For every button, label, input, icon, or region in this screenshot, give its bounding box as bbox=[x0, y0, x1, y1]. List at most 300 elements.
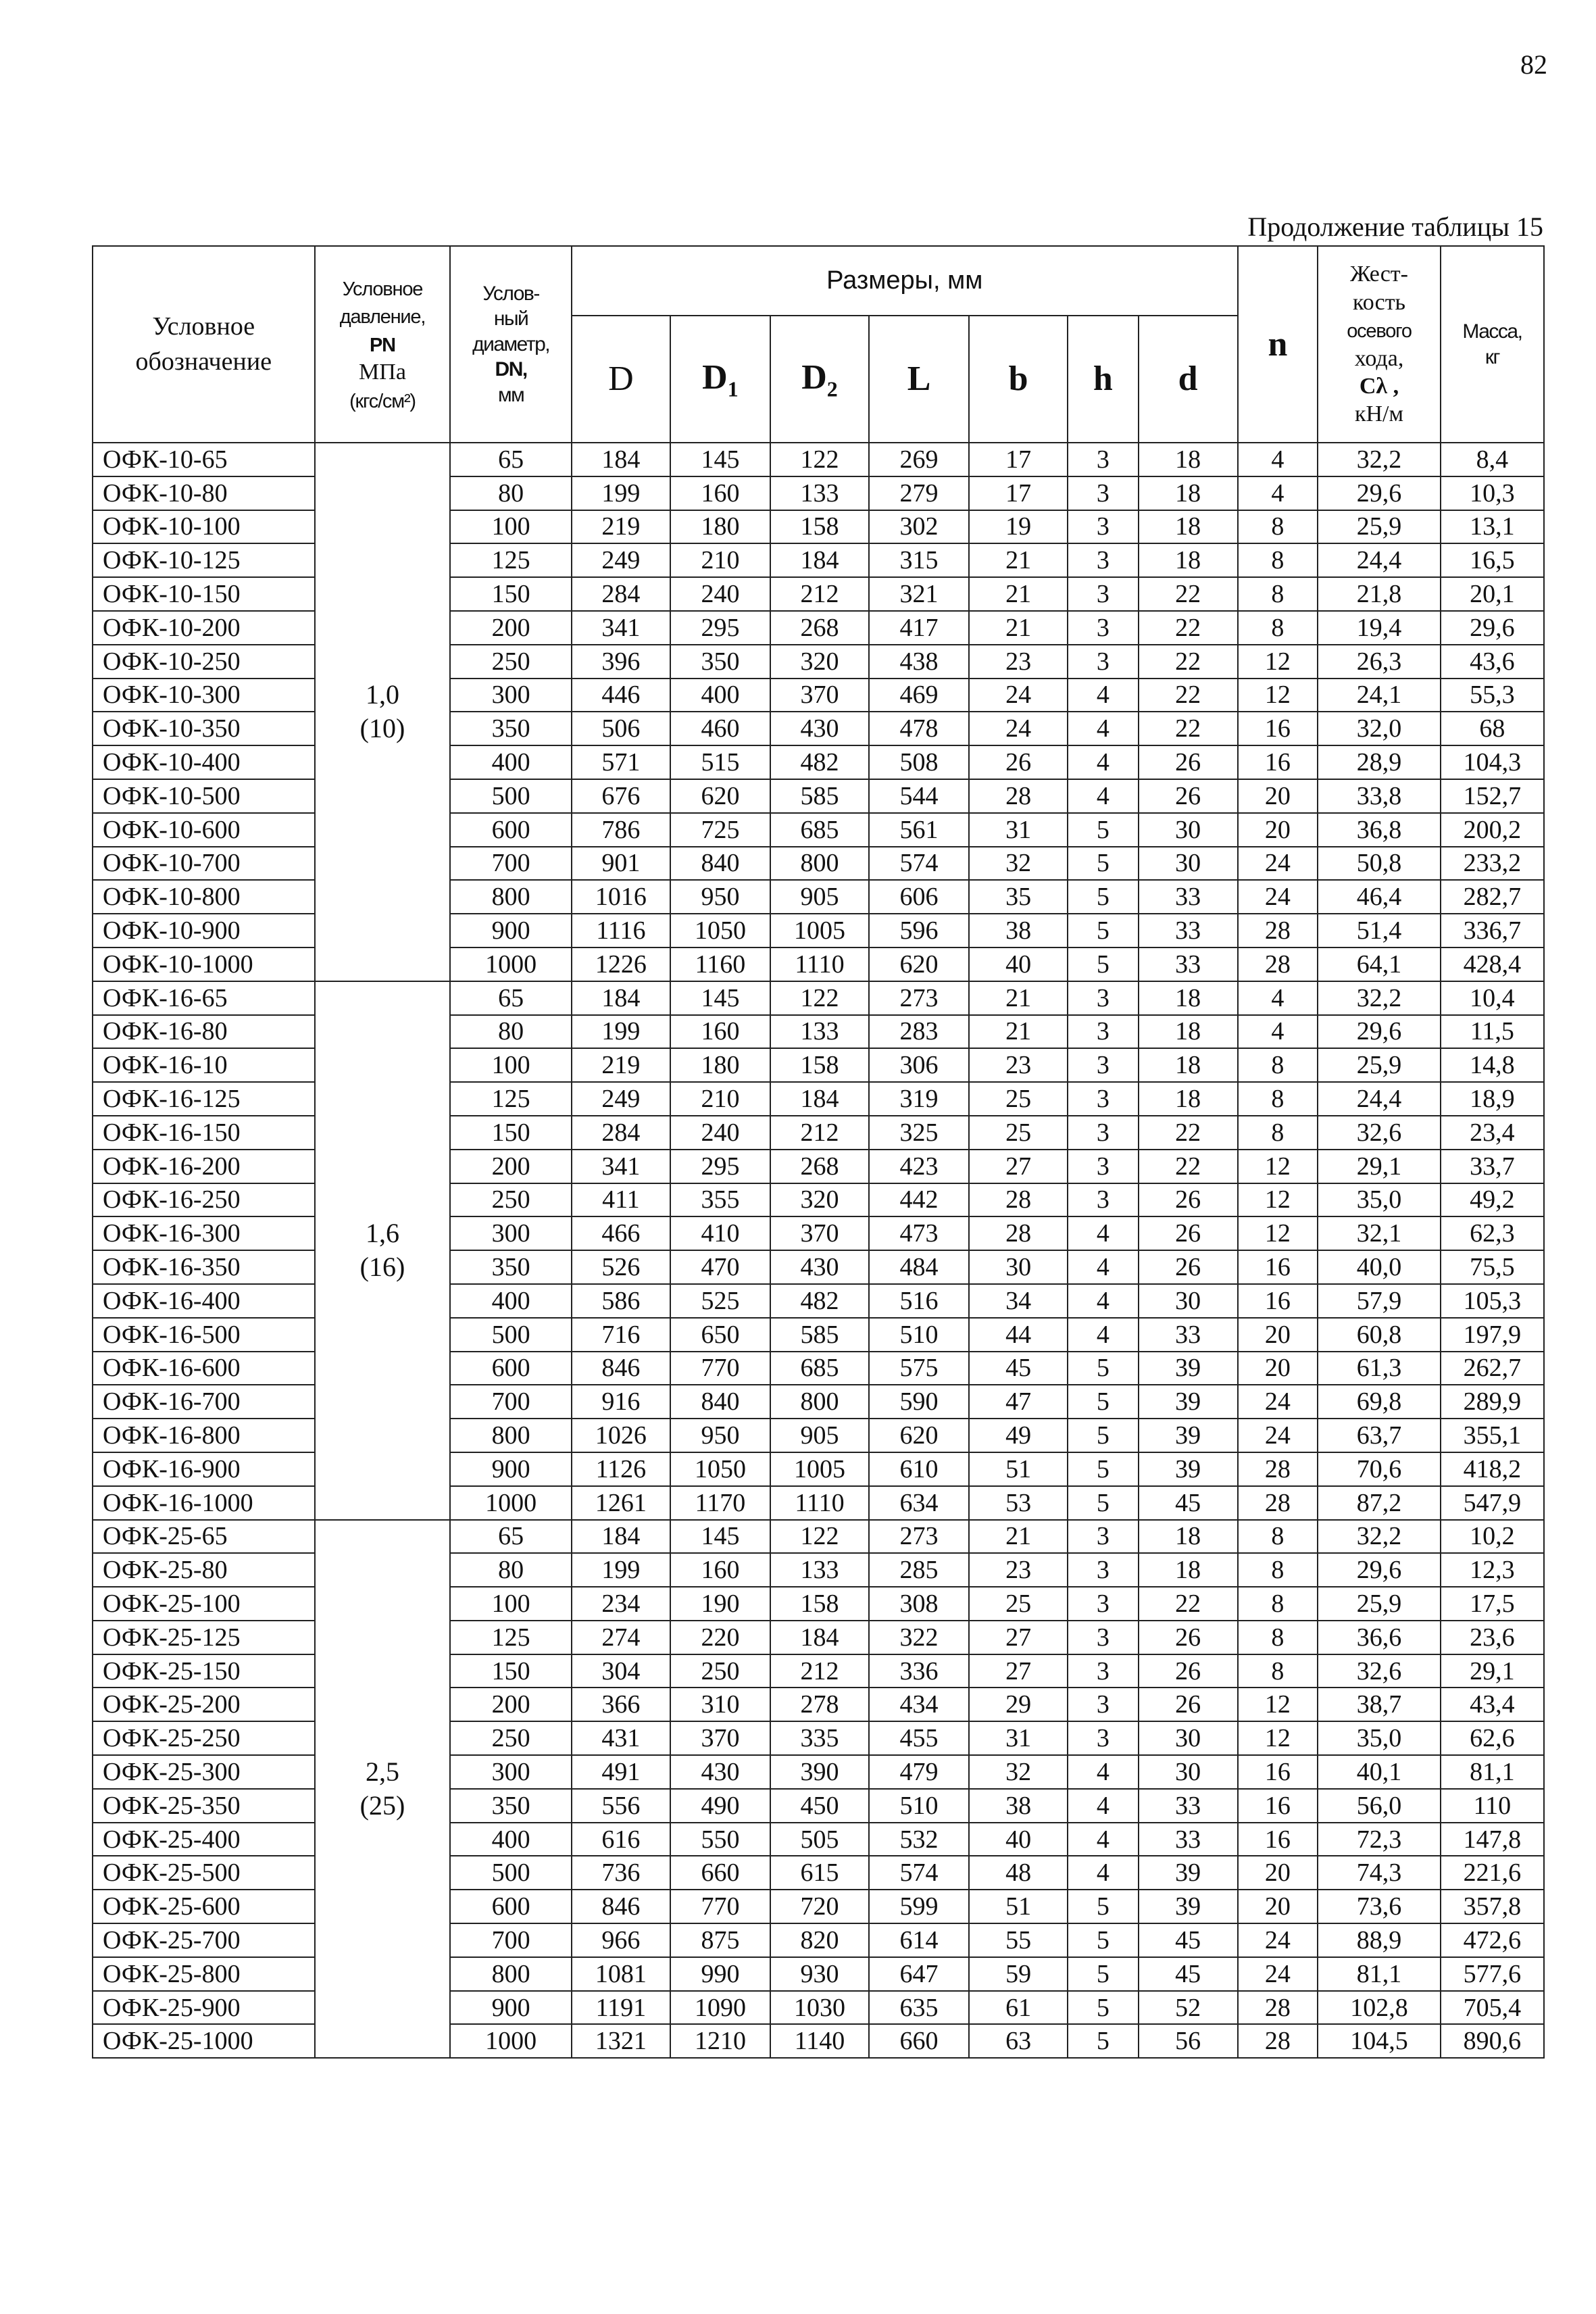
value-cell: 5 bbox=[1068, 1923, 1138, 1957]
value-cell: 400 bbox=[670, 679, 770, 712]
value-cell: 685 bbox=[770, 813, 869, 847]
value-cell: 26 bbox=[1139, 1654, 1238, 1688]
value-cell: 150 bbox=[450, 577, 572, 611]
value-cell: 357,8 bbox=[1441, 1890, 1544, 1923]
value-cell: 370 bbox=[770, 679, 869, 712]
value-cell: 478 bbox=[869, 712, 969, 745]
value-cell: 455 bbox=[869, 1721, 969, 1755]
designation-cell: ОФК-10-700 bbox=[93, 847, 315, 881]
value-cell: 4 bbox=[1238, 476, 1318, 510]
value-cell: 1110 bbox=[770, 1486, 869, 1520]
value-cell: 184 bbox=[572, 443, 670, 476]
value-cell: 122 bbox=[770, 981, 869, 1015]
designation-cell: ОФК-16-10 bbox=[93, 1048, 315, 1082]
value-cell: 29,6 bbox=[1318, 476, 1441, 510]
value-cell: 147,8 bbox=[1441, 1823, 1544, 1856]
value-cell: 355,1 bbox=[1441, 1419, 1544, 1452]
value-cell: 3 bbox=[1068, 1183, 1138, 1217]
value-cell: 350 bbox=[450, 1789, 572, 1823]
value-cell: 212 bbox=[770, 577, 869, 611]
value-cell: 4 bbox=[1238, 1015, 1318, 1049]
value-cell: 736 bbox=[572, 1856, 670, 1890]
page-number: 82 bbox=[1520, 49, 1547, 80]
value-cell: 1050 bbox=[670, 1452, 770, 1486]
value-cell: 596 bbox=[869, 914, 969, 947]
value-cell: 62,3 bbox=[1441, 1216, 1544, 1250]
value-cell: 450 bbox=[770, 1789, 869, 1823]
value-cell: 295 bbox=[670, 1150, 770, 1183]
header-D: D bbox=[572, 316, 670, 443]
value-cell: 725 bbox=[670, 813, 770, 847]
value-cell: 3 bbox=[1068, 1520, 1138, 1554]
value-cell: 21 bbox=[969, 577, 1068, 611]
designation-cell: ОФК-10-80 bbox=[93, 476, 315, 510]
value-cell: 33 bbox=[1139, 914, 1238, 947]
value-cell: 40 bbox=[969, 947, 1068, 981]
table-row bbox=[93, 1621, 1544, 1654]
value-cell: 160 bbox=[670, 1553, 770, 1587]
value-cell: 820 bbox=[770, 1923, 869, 1957]
value-cell: 49 bbox=[969, 1419, 1068, 1452]
value-cell: 306 bbox=[869, 1048, 969, 1082]
value-cell: 44 bbox=[969, 1318, 1068, 1352]
value-cell: 199 bbox=[572, 1553, 670, 1587]
value-cell: 599 bbox=[869, 1890, 969, 1923]
value-cell: 8 bbox=[1238, 1048, 1318, 1082]
value-cell: 39 bbox=[1139, 1856, 1238, 1890]
value-cell: 39 bbox=[1139, 1890, 1238, 1923]
value-cell: 104,5 bbox=[1318, 2024, 1441, 2058]
value-cell: 676 bbox=[572, 779, 670, 813]
value-cell: 28 bbox=[1238, 2024, 1318, 2058]
value-cell: 104,3 bbox=[1441, 745, 1544, 779]
value-cell: 905 bbox=[770, 880, 869, 914]
value-cell: 800 bbox=[450, 1957, 572, 1991]
value-cell: 5 bbox=[1068, 1452, 1138, 1486]
value-cell: 1160 bbox=[670, 947, 770, 981]
value-cell: 370 bbox=[670, 1721, 770, 1755]
designation-cell: ОФК-16-900 bbox=[93, 1452, 315, 1486]
value-cell: 5 bbox=[1068, 914, 1138, 947]
value-cell: 23 bbox=[969, 645, 1068, 679]
table-row bbox=[93, 1048, 1544, 1082]
value-cell: 614 bbox=[869, 1923, 969, 1957]
value-cell: 3 bbox=[1068, 577, 1138, 611]
value-cell: 36,6 bbox=[1318, 1621, 1441, 1654]
value-cell: 8 bbox=[1238, 1587, 1318, 1621]
value-cell: 547,9 bbox=[1441, 1486, 1544, 1520]
value-cell: 350 bbox=[450, 1250, 572, 1284]
value-cell: 40,1 bbox=[1318, 1755, 1441, 1789]
table-row bbox=[93, 981, 1544, 1015]
value-cell: 23,6 bbox=[1441, 1621, 1544, 1654]
value-cell: 289,9 bbox=[1441, 1385, 1544, 1419]
value-cell: 20 bbox=[1238, 1890, 1318, 1923]
value-cell: 18 bbox=[1139, 443, 1238, 476]
value-cell: 8 bbox=[1238, 1553, 1318, 1587]
table-row bbox=[93, 847, 1544, 881]
header-n: n bbox=[1238, 246, 1318, 443]
value-cell: 26 bbox=[969, 745, 1068, 779]
value-cell: 24 bbox=[969, 712, 1068, 745]
value-cell: 5 bbox=[1068, 1486, 1138, 1520]
value-cell: 24 bbox=[969, 679, 1068, 712]
value-cell: 282,7 bbox=[1441, 880, 1544, 914]
value-cell: 1116 bbox=[572, 914, 670, 947]
value-cell: 1170 bbox=[670, 1486, 770, 1520]
value-cell: 20 bbox=[1238, 813, 1318, 847]
value-cell: 240 bbox=[670, 577, 770, 611]
value-cell: 24 bbox=[1238, 1385, 1318, 1419]
value-cell: 74,3 bbox=[1318, 1856, 1441, 1890]
value-cell: 430 bbox=[770, 712, 869, 745]
table-row bbox=[93, 1352, 1544, 1385]
value-cell: 38 bbox=[969, 914, 1068, 947]
table-row bbox=[93, 645, 1544, 679]
value-cell: 700 bbox=[450, 1385, 572, 1419]
value-cell: 5 bbox=[1068, 1385, 1138, 1419]
value-cell: 466 bbox=[572, 1216, 670, 1250]
value-cell: 1000 bbox=[450, 1486, 572, 1520]
value-cell: 87,2 bbox=[1318, 1486, 1441, 1520]
value-cell: 32,0 bbox=[1318, 712, 1441, 745]
value-cell: 158 bbox=[770, 1048, 869, 1082]
value-cell: 5 bbox=[1068, 1352, 1138, 1385]
value-cell: 875 bbox=[670, 1923, 770, 1957]
value-cell: 24,4 bbox=[1318, 543, 1441, 577]
value-cell: 212 bbox=[770, 1116, 869, 1150]
value-cell: 575 bbox=[869, 1352, 969, 1385]
designation-cell: ОФК-10-150 bbox=[93, 577, 315, 611]
value-cell: 16,5 bbox=[1441, 543, 1544, 577]
value-cell: 606 bbox=[869, 880, 969, 914]
value-cell: 32,6 bbox=[1318, 1654, 1441, 1688]
value-cell: 438 bbox=[869, 645, 969, 679]
value-cell: 80 bbox=[450, 1015, 572, 1049]
value-cell: 22 bbox=[1139, 611, 1238, 645]
value-cell: 3 bbox=[1068, 1116, 1138, 1150]
table-row bbox=[93, 1789, 1544, 1823]
value-cell: 60,8 bbox=[1318, 1318, 1441, 1352]
table-row bbox=[93, 443, 1544, 476]
value-cell: 17 bbox=[969, 443, 1068, 476]
value-cell: 26 bbox=[1139, 779, 1238, 813]
value-cell: 24 bbox=[1238, 1957, 1318, 1991]
value-cell: 615 bbox=[770, 1856, 869, 1890]
value-cell: 10,2 bbox=[1441, 1520, 1544, 1554]
value-cell: 31 bbox=[969, 813, 1068, 847]
value-cell: 16 bbox=[1238, 745, 1318, 779]
value-cell: 22 bbox=[1139, 1150, 1238, 1183]
table-row bbox=[93, 1318, 1544, 1352]
value-cell: 500 bbox=[450, 1318, 572, 1352]
designation-cell: ОФК-10-125 bbox=[93, 543, 315, 577]
value-cell: 950 bbox=[670, 1419, 770, 1452]
designation-cell: ОФК-25-250 bbox=[93, 1721, 315, 1755]
value-cell: 8 bbox=[1238, 611, 1318, 645]
value-cell: 56,0 bbox=[1318, 1789, 1441, 1823]
value-cell: 145 bbox=[670, 1520, 770, 1554]
value-cell: 8 bbox=[1238, 1621, 1318, 1654]
value-cell: 28 bbox=[1238, 914, 1318, 947]
value-cell: 56 bbox=[1139, 2024, 1238, 2058]
value-cell: 341 bbox=[572, 1150, 670, 1183]
value-cell: 25 bbox=[969, 1116, 1068, 1150]
value-cell: 428,4 bbox=[1441, 947, 1544, 981]
value-cell: 70,6 bbox=[1318, 1452, 1441, 1486]
value-cell: 210 bbox=[670, 543, 770, 577]
designation-cell: ОФК-25-350 bbox=[93, 1789, 315, 1823]
value-cell: 3 bbox=[1068, 1654, 1138, 1688]
value-cell: 12 bbox=[1238, 679, 1318, 712]
value-cell: 19 bbox=[969, 510, 1068, 544]
value-cell: 18 bbox=[1139, 1520, 1238, 1554]
value-cell: 219 bbox=[572, 510, 670, 544]
value-cell: 35,0 bbox=[1318, 1721, 1441, 1755]
value-cell: 8 bbox=[1238, 1116, 1318, 1150]
value-cell: 4 bbox=[1238, 443, 1318, 476]
designation-cell: ОФК-10-800 bbox=[93, 880, 315, 914]
value-cell: 482 bbox=[770, 1284, 869, 1318]
value-cell: 840 bbox=[670, 847, 770, 881]
value-cell: 43,6 bbox=[1441, 645, 1544, 679]
table-row bbox=[93, 745, 1544, 779]
value-cell: 930 bbox=[770, 1957, 869, 1991]
table-row bbox=[93, 1553, 1544, 1587]
value-cell: 221,6 bbox=[1441, 1856, 1544, 1890]
header-h: h bbox=[1068, 316, 1138, 443]
table-row bbox=[93, 510, 1544, 544]
value-cell: 470 bbox=[670, 1250, 770, 1284]
value-cell: 5 bbox=[1068, 880, 1138, 914]
value-cell: 300 bbox=[450, 1216, 572, 1250]
value-cell: 12 bbox=[1238, 1688, 1318, 1721]
value-cell: 3 bbox=[1068, 510, 1138, 544]
value-cell: 200 bbox=[450, 611, 572, 645]
value-cell: 12 bbox=[1238, 1216, 1318, 1250]
value-cell: 396 bbox=[572, 645, 670, 679]
value-cell: 21 bbox=[969, 1015, 1068, 1049]
value-cell: 14,8 bbox=[1441, 1048, 1544, 1082]
table-body bbox=[93, 443, 1544, 2058]
value-cell: 556 bbox=[572, 1789, 670, 1823]
designation-cell: ОФК-16-400 bbox=[93, 1284, 315, 1318]
designation-cell: ОФК-16-500 bbox=[93, 1318, 315, 1352]
value-cell: 3 bbox=[1068, 1688, 1138, 1721]
designation-cell: ОФК-16-350 bbox=[93, 1250, 315, 1284]
table-row bbox=[93, 1216, 1544, 1250]
header-stiffness: Жест- кость осевого хода, Cλ , кН/м bbox=[1318, 246, 1441, 443]
table-row bbox=[93, 947, 1544, 981]
table-row bbox=[93, 1654, 1544, 1688]
value-cell: 22 bbox=[1139, 1116, 1238, 1150]
value-cell: 900 bbox=[450, 1991, 572, 2025]
value-cell: 38 bbox=[969, 1789, 1068, 1823]
value-cell: 5 bbox=[1068, 947, 1138, 981]
value-cell: 33 bbox=[1139, 880, 1238, 914]
value-cell: 13,1 bbox=[1441, 510, 1544, 544]
value-cell: 417 bbox=[869, 611, 969, 645]
value-cell: 8 bbox=[1238, 1082, 1318, 1116]
table-row bbox=[93, 1923, 1544, 1957]
value-cell: 158 bbox=[770, 510, 869, 544]
value-cell: 22 bbox=[1139, 712, 1238, 745]
value-cell: 400 bbox=[450, 745, 572, 779]
value-cell: 51,4 bbox=[1318, 914, 1441, 947]
value-cell: 24 bbox=[1238, 847, 1318, 881]
designation-cell: ОФК-16-600 bbox=[93, 1352, 315, 1385]
designation-cell: ОФК-25-125 bbox=[93, 1621, 315, 1654]
table-row bbox=[93, 476, 1544, 510]
value-cell: 350 bbox=[670, 645, 770, 679]
value-cell: 506 bbox=[572, 712, 670, 745]
value-cell: 900 bbox=[450, 1452, 572, 1486]
value-cell: 33 bbox=[1139, 1789, 1238, 1823]
value-cell: 133 bbox=[770, 1553, 869, 1587]
value-cell: 24 bbox=[1238, 1923, 1318, 1957]
designation-cell: ОФК-16-125 bbox=[93, 1082, 315, 1116]
designation-cell: ОФК-25-65 bbox=[93, 1520, 315, 1554]
table-row bbox=[93, 1015, 1544, 1049]
value-cell: 32,2 bbox=[1318, 443, 1441, 476]
value-cell: 199 bbox=[572, 1015, 670, 1049]
value-cell: 28 bbox=[1238, 1486, 1318, 1520]
value-cell: 55,3 bbox=[1441, 679, 1544, 712]
value-cell: 273 bbox=[869, 981, 969, 1015]
value-cell: 262,7 bbox=[1441, 1352, 1544, 1385]
table-row bbox=[93, 1385, 1544, 1419]
value-cell: 55 bbox=[969, 1923, 1068, 1957]
value-cell: 16 bbox=[1238, 1755, 1318, 1789]
value-cell: 100 bbox=[450, 1048, 572, 1082]
value-cell: 1090 bbox=[670, 1991, 770, 2025]
value-cell: 29,1 bbox=[1441, 1654, 1544, 1688]
value-cell: 20 bbox=[1238, 1856, 1318, 1890]
value-cell: 240 bbox=[670, 1116, 770, 1150]
value-cell: 3 bbox=[1068, 611, 1138, 645]
value-cell: 122 bbox=[770, 1520, 869, 1554]
value-cell: 574 bbox=[869, 847, 969, 881]
value-cell: 4 bbox=[1238, 981, 1318, 1015]
value-cell: 12 bbox=[1238, 1183, 1318, 1217]
value-cell: 532 bbox=[869, 1823, 969, 1856]
value-cell: 411 bbox=[572, 1183, 670, 1217]
value-cell: 846 bbox=[572, 1352, 670, 1385]
value-cell: 69,8 bbox=[1318, 1385, 1441, 1419]
value-cell: 61 bbox=[969, 1991, 1068, 2025]
designation-cell: ОФК-25-400 bbox=[93, 1823, 315, 1856]
value-cell: 4 bbox=[1068, 1250, 1138, 1284]
value-cell: 647 bbox=[869, 1957, 969, 1991]
value-cell: 269 bbox=[869, 443, 969, 476]
value-cell: 40,0 bbox=[1318, 1250, 1441, 1284]
value-cell: 620 bbox=[869, 1419, 969, 1452]
value-cell: 616 bbox=[572, 1823, 670, 1856]
value-cell: 8 bbox=[1238, 510, 1318, 544]
value-cell: 800 bbox=[450, 1419, 572, 1452]
value-cell: 20 bbox=[1238, 1318, 1318, 1352]
value-cell: 490 bbox=[670, 1789, 770, 1823]
designation-cell: ОФК-25-500 bbox=[93, 1856, 315, 1890]
value-cell: 29 bbox=[969, 1688, 1068, 1721]
value-cell: 3 bbox=[1068, 1048, 1138, 1082]
value-cell: 24,1 bbox=[1318, 679, 1441, 712]
value-cell: 577,6 bbox=[1441, 1957, 1544, 1991]
value-cell: 491 bbox=[572, 1755, 670, 1789]
value-cell: 800 bbox=[770, 847, 869, 881]
value-cell: 510 bbox=[869, 1789, 969, 1823]
value-cell: 508 bbox=[869, 745, 969, 779]
table-row bbox=[93, 1587, 1544, 1621]
value-cell: 21 bbox=[969, 543, 1068, 577]
value-cell: 460 bbox=[670, 712, 770, 745]
value-cell: 45 bbox=[1139, 1957, 1238, 1991]
value-cell: 152,7 bbox=[1441, 779, 1544, 813]
value-cell: 29,6 bbox=[1318, 1553, 1441, 1587]
value-cell: 88,9 bbox=[1318, 1923, 1441, 1957]
value-cell: 650 bbox=[670, 1318, 770, 1352]
value-cell: 33 bbox=[1139, 1318, 1238, 1352]
value-cell: 26 bbox=[1139, 1688, 1238, 1721]
value-cell: 43,4 bbox=[1441, 1688, 1544, 1721]
value-cell: 250 bbox=[450, 645, 572, 679]
table-row bbox=[93, 1183, 1544, 1217]
value-cell: 150 bbox=[450, 1116, 572, 1150]
value-cell: 180 bbox=[670, 1048, 770, 1082]
value-cell: 26 bbox=[1139, 745, 1238, 779]
value-cell: 516 bbox=[869, 1284, 969, 1318]
value-cell: 620 bbox=[869, 947, 969, 981]
value-cell: 46,4 bbox=[1318, 880, 1441, 914]
value-cell: 45 bbox=[1139, 1923, 1238, 1957]
table-row bbox=[93, 543, 1544, 577]
value-cell: 3 bbox=[1068, 645, 1138, 679]
value-cell: 233,2 bbox=[1441, 847, 1544, 881]
value-cell: 26,3 bbox=[1318, 645, 1441, 679]
table-row bbox=[93, 679, 1544, 712]
value-cell: 105,3 bbox=[1441, 1284, 1544, 1318]
table-row bbox=[93, 712, 1544, 745]
value-cell: 100 bbox=[450, 510, 572, 544]
value-cell: 160 bbox=[670, 476, 770, 510]
table-row bbox=[93, 1150, 1544, 1183]
header-designation: Условное обозначение bbox=[93, 246, 315, 443]
value-cell: 423 bbox=[869, 1150, 969, 1183]
value-cell: 1000 bbox=[450, 2024, 572, 2058]
value-cell: 72,3 bbox=[1318, 1823, 1441, 1856]
value-cell: 16 bbox=[1238, 1823, 1318, 1856]
value-cell: 234 bbox=[572, 1587, 670, 1621]
value-cell: 770 bbox=[670, 1890, 770, 1923]
value-cell: 610 bbox=[869, 1452, 969, 1486]
value-cell: 184 bbox=[770, 543, 869, 577]
value-cell: 8 bbox=[1238, 1520, 1318, 1554]
value-cell: 184 bbox=[572, 981, 670, 1015]
value-cell: 32 bbox=[969, 1755, 1068, 1789]
value-cell: 18 bbox=[1139, 1048, 1238, 1082]
pressure-cell: 1,6 (16) bbox=[315, 981, 451, 1520]
value-cell: 133 bbox=[770, 476, 869, 510]
value-cell: 39 bbox=[1139, 1419, 1238, 1452]
value-cell: 3 bbox=[1068, 981, 1138, 1015]
value-cell: 620 bbox=[670, 779, 770, 813]
value-cell: 30 bbox=[1139, 1284, 1238, 1318]
value-cell: 585 bbox=[770, 779, 869, 813]
value-cell: 561 bbox=[869, 813, 969, 847]
value-cell: 122 bbox=[770, 443, 869, 476]
value-cell: 110 bbox=[1441, 1789, 1544, 1823]
designation-cell: ОФК-25-150 bbox=[93, 1654, 315, 1688]
